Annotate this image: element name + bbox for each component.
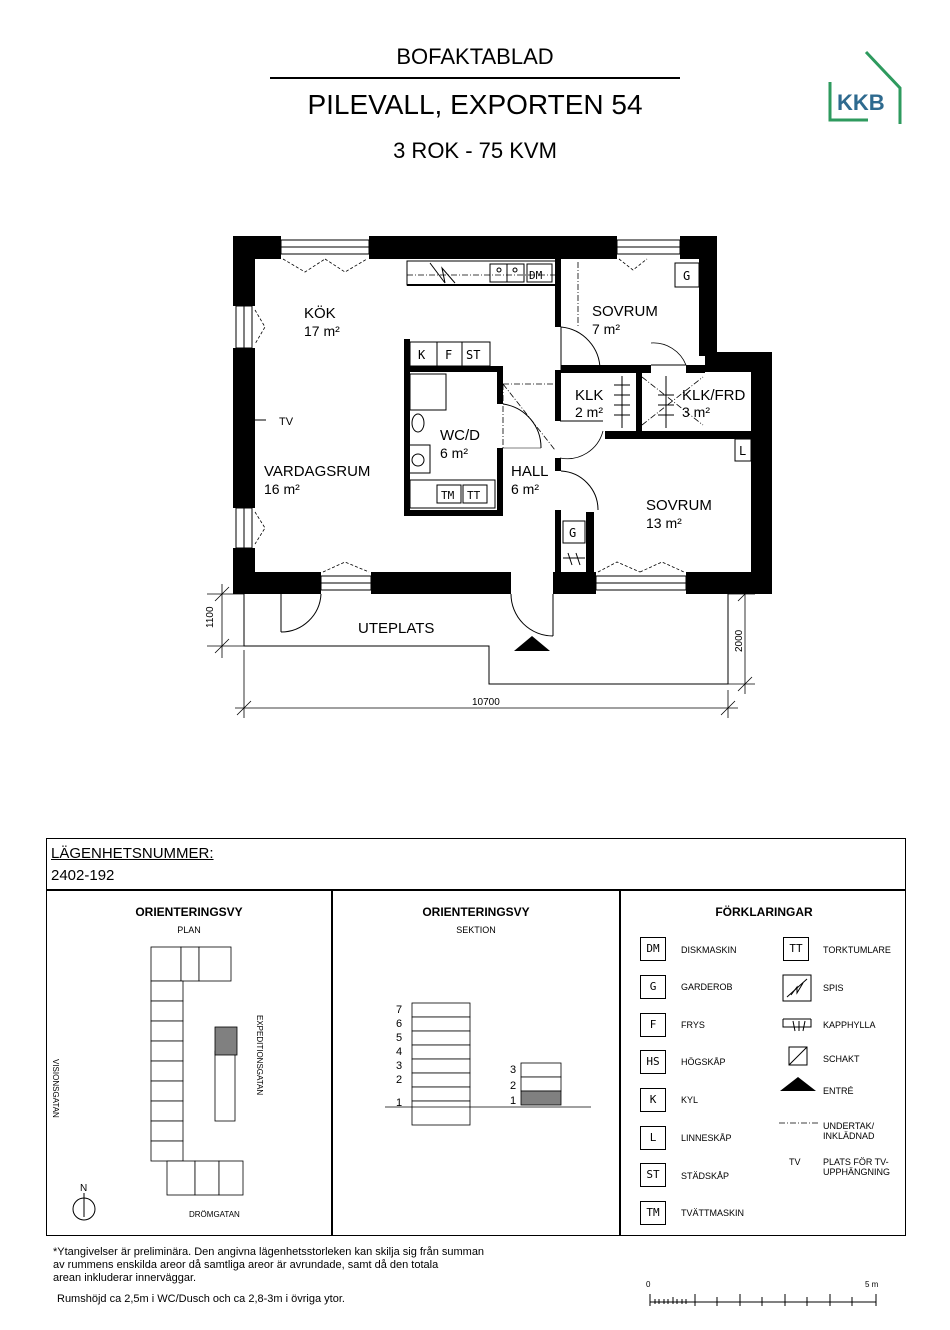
orientation-section-subtitle: SEKTION [456,925,496,935]
legend-label-l: LINNESKÅP [681,1133,732,1143]
closet-area: 2 m² [575,404,603,420]
legend-code-hs: HS [640,1050,666,1074]
legend-icons [779,971,819,1171]
closet-storage-area: 3 m² [682,404,710,420]
bedroom-small-label: SOVRUM [592,303,658,320]
coat-rack-icon [783,1019,811,1027]
svg-text:2: 2 [510,1080,517,1092]
legend-code-tv: TV [789,1157,801,1167]
ceiling-height-note: Rumshöjd ca 2,5m i WC/Dusch och ca 2,8-3m i övriga ytor. [57,1293,345,1305]
tt-symbol: TT [467,489,481,502]
dim-total-width: 10700 [472,697,500,708]
dim-side-depth: 2000 [734,629,745,652]
legend-code-dm: DM [640,937,666,961]
street-dromgatan: DRÖMGATAN [189,1210,240,1219]
l-symbol: L [739,444,747,458]
panel-divider-2 [619,889,621,1235]
legend-label-kapphylla: KAPPHYLLA [823,1020,876,1030]
apartment-size: 3 ROK - 75 KVM [393,138,557,163]
disclaimer-line-2: av rummens enskilda areor då samtliga areor är avrundade, samt då den totala [53,1259,439,1271]
bathroom-label: WC/D [440,427,480,444]
g-symbol-hall: G [569,526,577,540]
property-name: PILEVALL, EXPORTEN 54 [307,89,643,120]
legend-code-tm: TM [640,1201,666,1225]
orientation-section-title: ORIENTERINGSVY [422,905,530,919]
g-symbol-bedroom: G [683,269,691,283]
entrance-icon [780,1077,816,1091]
closet-label: KLK [575,387,604,404]
svg-text:3: 3 [396,1060,403,1072]
dm-symbol: DM [529,269,543,282]
legend-label-undertak: UNDERTAK/ INKLÄDNAD [823,1121,875,1141]
living-room-label: VARDAGSRUM [264,463,371,480]
bathroom-area: 6 m² [440,445,468,461]
legend-label-hs: HÖGSKÅP [681,1057,726,1067]
patio-label: UTEPLATS [358,620,435,637]
svg-text:3: 3 [510,1064,517,1076]
legend-code-f: F [640,1013,666,1037]
street-expeditionsgatan: EXPEDITIONSGATAN [255,1015,264,1096]
legend-label-spis: SPIS [823,983,844,993]
tv-symbol: TV [279,416,294,428]
scale-bar [646,1290,882,1310]
legend-label-k: KYL [681,1095,699,1105]
legend-label-tt: TORKTUMLARE [823,945,891,955]
disclaimer-line-3: arean inkluderar innerväggar. [53,1272,197,1284]
unit-number: 2402-192 [51,867,115,884]
kitchen-label: KÖK [304,305,336,322]
scale-end: 5 m [865,1280,879,1289]
scale-start: 0 [646,1280,651,1289]
svg-text:4: 4 [396,1046,403,1058]
logo-text: KKB [837,90,885,115]
section-diagram [333,935,619,1235]
tm-symbol: TM [441,489,455,502]
legend-title: FÖRKLARINGAR [715,905,813,919]
living-room-area: 16 m² [264,481,300,497]
bedroom-large-area: 13 m² [646,515,682,531]
k-symbol: K [418,348,426,362]
bedroom-small-area: 7 m² [592,321,620,337]
legend-label-f: FRYS [681,1020,705,1030]
legend-label-tm: TVÄTTMASKIN [681,1208,745,1218]
legend-code-g: G [640,975,666,999]
site-plan-map [47,935,331,1235]
entrance-marker [514,636,550,651]
disclaimer-line-1: *Ytangivelser är preliminära. Den angivna lägenhetsstorleken kan skilja sig från summan [53,1246,485,1258]
svg-text:7: 7 [396,1004,403,1016]
compass-north: N [80,1183,88,1194]
legend-label-dm: DISKMASKIN [681,945,737,955]
legend-label-tv: PLATS FÖR TV- UPPHÄNGNING [823,1157,891,1177]
svg-text:1: 1 [510,1095,517,1107]
orientation-plan-title: ORIENTERINGSVY [135,905,243,919]
street-visionsgatan: VISIONSGATAN [51,1059,60,1118]
legend-code-l: L [640,1126,666,1150]
apartment-info-box [46,838,906,1236]
document-type: BOFAKTABLAD [396,44,554,69]
unit-number-label: LÄGENHETSNUMMER: [51,845,214,862]
hall-label: HALL [511,463,549,480]
hall-area: 6 m² [511,481,539,497]
legend-label-st: STÄDSKÅP [681,1171,730,1181]
legend-code-tt: TT [783,937,809,961]
legend-label-schakt: SCHAKT [823,1054,860,1064]
orientation-plan-subtitle: PLAN [177,925,201,935]
legend-code-k: K [640,1088,666,1112]
kitchen-area: 17 m² [304,323,340,339]
dim-patio-depth: 1100 [205,606,216,628]
svg-text:6: 6 [396,1018,403,1030]
info-divider [47,889,905,891]
legend-label-entre: ENTRÉ [823,1086,854,1096]
svg-text:5: 5 [396,1032,403,1044]
svg-text:2: 2 [396,1074,403,1086]
svg-text:1: 1 [396,1097,403,1109]
f-symbol: F [445,348,453,362]
legend-label-g: GARDEROB [681,982,733,992]
legend-code-st: ST [640,1163,666,1187]
st-symbol: ST [466,348,481,362]
closet-storage-label: KLK/FRD [682,387,746,404]
bedroom-large-label: SOVRUM [646,497,712,514]
